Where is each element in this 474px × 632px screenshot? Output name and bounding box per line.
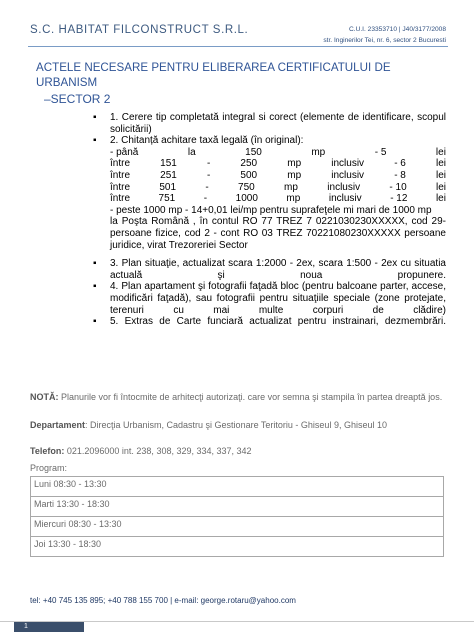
address-line: str. Inginerilor Tei, nr. 6, sector 2 Bucuresti (323, 37, 446, 44)
list-item: ▪ 1. Cerere tip completată integral si corect (elemente de identificare, scopul solicitării) (96, 112, 446, 135)
fee-cell: 750 (238, 181, 255, 193)
fee-cell: mp (284, 181, 298, 193)
fee-cell: - până (110, 146, 139, 158)
fee-cell: 151 (160, 158, 177, 170)
department-label: Departament (30, 420, 86, 430)
table-row (31, 497, 444, 517)
page-number: 1 (14, 622, 84, 632)
fee-row (110, 158, 446, 170)
schedule-cell: Luni 08:30 - 13:30 (31, 477, 444, 497)
payment-account-text: la Poşta Română , în contul RO 77 TREZ 7 0221030230XXXXX, cod 29-persoane fizice, cod 2 - cont RO 03 TREZ 70221080230XXXXX persoane juridice, virat Trezoreriei Sector (110, 216, 446, 251)
fee-cell: inclusiv (331, 169, 365, 181)
fee-cell: inclusiv (328, 193, 362, 205)
requirements-list (96, 112, 446, 328)
fee-cell: 501 (159, 181, 177, 193)
company-registration (323, 24, 446, 46)
fee-cell: 1000 (235, 193, 258, 205)
fee-cell: - (205, 181, 209, 193)
fee-cell: mp (287, 158, 302, 170)
fee-cell: lei (435, 169, 446, 181)
department-paragraph (30, 420, 444, 431)
header-divider (28, 46, 448, 47)
fee-cell: la (187, 146, 196, 158)
telephone-label: Telefon: (30, 446, 65, 456)
telephone-paragraph (30, 446, 444, 457)
note-label: NOTĂ: (30, 392, 59, 402)
fee-cell: inclusiv (331, 158, 365, 170)
fee-cell: - 8 (394, 169, 406, 181)
fee-cell: - (206, 158, 211, 170)
schedule-cell: Joi 13:30 - 18:30 (31, 537, 444, 557)
fee-cell: - (206, 169, 211, 181)
fee-cell: 751 (158, 193, 176, 205)
fee-cell: 250 (240, 158, 258, 170)
schedule-table (30, 476, 444, 557)
fee-row (110, 182, 446, 194)
list-item: ▪ 4. Plan apartament şi fotografii faţadă bloc (pentru balcoane parter, accese, modificări faţadă), sau fotografii pentru situaţiile speciale (zone protejate, terenuri cu mai multe corpuri de clădire) (96, 281, 446, 316)
sector-heading: –SECTOR 2 (44, 92, 111, 106)
table-row (31, 517, 444, 537)
fee-cell: - 6 (394, 158, 406, 170)
fee-cell: 500 (240, 169, 258, 181)
telephone-text: 021.2096000 int. 238, 308, 329, 334, 337, 342 (66, 446, 252, 456)
fee-cell: - 12 (390, 193, 408, 205)
document-title: ACTELE NECESARE PENTRU ELIBERAREA CERTIFICATULUI DE URBANISM (36, 61, 391, 89)
footer-contact: tel: +40 745 135 895; +40 788 155 700 | e-mail: george.rotaru@yahoo.com (30, 596, 296, 605)
fee-cell: - (203, 193, 208, 205)
program-label: Program: (30, 463, 68, 473)
list-item: ▪ 5. Extras de Carte funciară actualizat pentru instrainari, dezmembrări. (96, 316, 446, 328)
fee-cell: - 5 (374, 146, 387, 158)
table-row (31, 477, 444, 497)
fee-cell: între (110, 158, 131, 170)
schedule-cell: Marti 13:30 - 18:30 (31, 497, 444, 517)
company-name: S.C. HABITAT FILCONSTRUCT S.R.L. (30, 24, 249, 36)
table-row (31, 537, 444, 557)
fee-cell: mp (311, 146, 326, 158)
fee-table (96, 147, 446, 251)
fee-cell: între (110, 181, 131, 193)
fee-cell: lei (435, 181, 446, 193)
schedule-cell: Miercuri 08:30 - 13:30 (31, 517, 444, 537)
fee-cell: între (110, 193, 131, 205)
department-text: : Direcţia Urbanism, Cadastru şi Gestionare Teritoriu - Ghiseul 9, Ghiseul 10 (85, 420, 387, 430)
fee-cell: mp (287, 169, 302, 181)
list-item: ▪ 3. Plan situaţie, actualizat scara 1:2000 - 2ex, scara 1:500 - 2ex cu situatia actuală şi noua propunere. (96, 258, 446, 281)
fee-cell: inclusiv (327, 181, 361, 193)
fee-row (110, 147, 446, 159)
list-item: ▪ 2. Chitanță achitare taxă legală (în original): (96, 135, 446, 147)
fee-row-last: - peste 1000 mp - 14+0,01 lei/mp pentru suprafeţele mi mari de 1000 mp (110, 204, 432, 216)
note-paragraph (30, 392, 444, 403)
fee-cell: lei (435, 193, 446, 205)
fee-row (110, 170, 446, 182)
fee-row (110, 193, 446, 205)
cui-line: C.U.I. 23353710 | J40/3177/2008 (348, 26, 446, 33)
fee-cell: mp (286, 193, 301, 205)
note-text: Planurile vor fi întocmite de arhitecţi autorizaţi. care vor semna şi stampila în partea dreaptă jos. (61, 392, 443, 402)
fee-cell: 150 (245, 146, 262, 158)
fee-cell: - 10 (389, 181, 407, 193)
fee-cell: între (110, 169, 131, 181)
fee-cell: lei (435, 158, 446, 170)
fee-cell: 251 (160, 169, 177, 181)
fee-cell: lei (435, 146, 446, 158)
